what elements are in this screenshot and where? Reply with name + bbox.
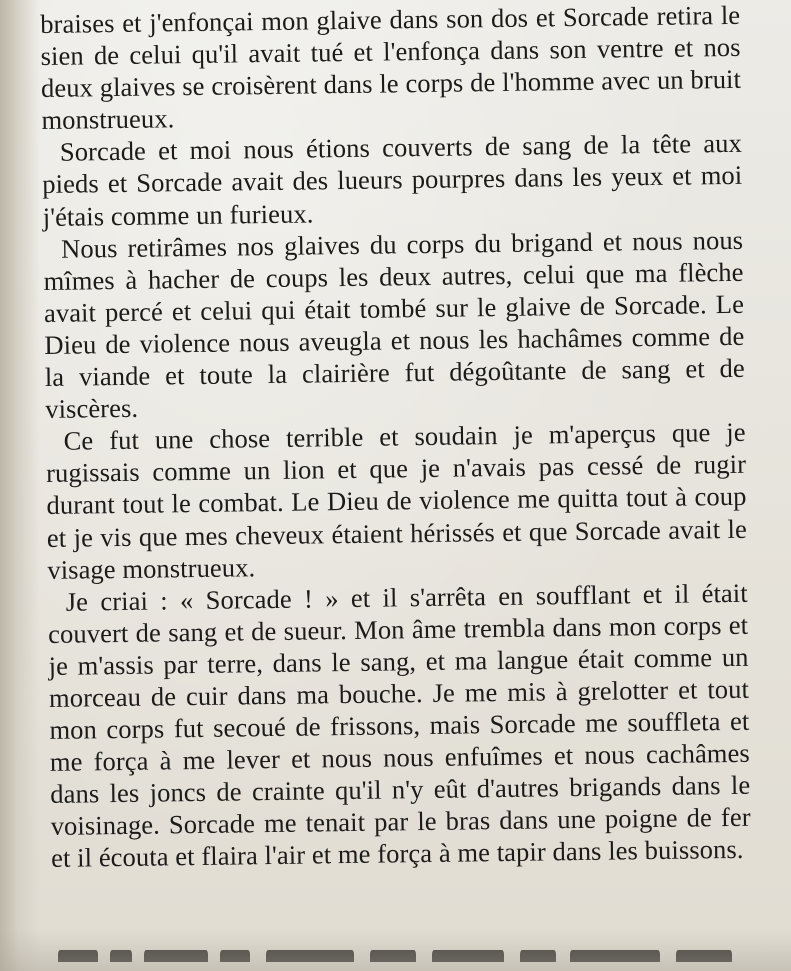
paragraph-2: Sorcade et moi nous étions couverts de sang de la tête aux pieds et Sorcade avait des lueurs pourpres dans les yeux et moi j'étais comme un furieux. <box>42 128 743 232</box>
page-gutter-shadow <box>0 0 40 971</box>
page-bottom-shadow <box>0 930 791 971</box>
paragraph-3: Nous retirâmes nos glaives du corps du brigand et nous nous mîmes à hacher de coups les deux autres, celui que ma flèche avait percé et celui qui était tombé sur le glaive de Sorcade. Le Dieu de violence nous aveugla et nous les hachâmes comme de la viande et toute la clairière fut dégoûtante de sang et de viscères. <box>43 224 745 425</box>
paragraph-4: Ce fut une chose terrible et soudain je m'aperçus que je rugissais comme un lion et que je n'avais pas cessé de rugir durant tout le combat. Le Dieu de violence me quitta tout à coup et je vis que mes cheveux étaient hérissés et que Sorcade avait le visage monstrueux. <box>45 417 748 585</box>
paragraph-1: braises et j'enfonçai mon glaive dans son dos et Sorcade retira le sien de celui qu'il avait tué et l'enfonça dans son ventre et nos deux glaives se croisèrent dans le corps de l'homme avec un bruit monstrueux. <box>40 0 742 136</box>
page-text <box>40 0 751 874</box>
paragraph-5: Je criai : « Sorcade ! » et il s'arrêta en soufflant et il était couvert de sang et de sueur. Mon âme trembla dans mon corps et je m'assis par terre, dans le sang, et ma langue était comme un morceau de cuir dans ma bouche. Je me mis à grelotter et tout mon corps fut secoué de frissons, mais Sorcade me souffleta et me força à me lever et nous nous enfuîmes et nous cachâmes dans les joncs de crainte qu'il n'y eût d'autres brigands dans le voisinage. Sorcade me tenait par le bras dans une poigne de fer et il écouta et flaira l'air et me força à me tapir dans les buissons. <box>47 577 751 874</box>
